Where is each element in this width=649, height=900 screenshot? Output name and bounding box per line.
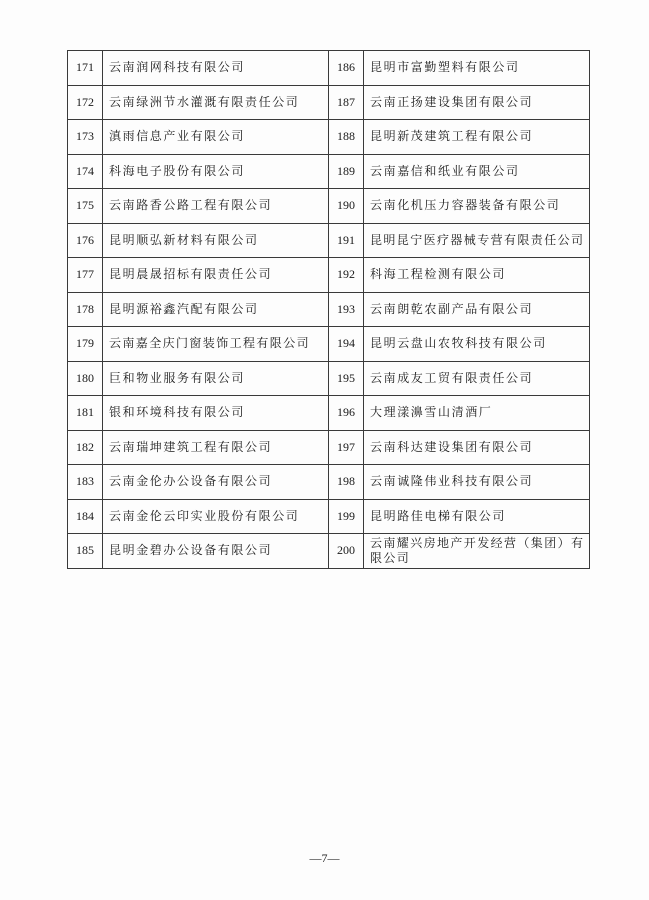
row-number: 186 [329,51,364,86]
table-row [68,120,590,155]
row-number: 181 [68,396,103,431]
company-name: 云南瑞坤建筑工程有限公司 [103,430,329,465]
table-row [68,396,590,431]
table-row [68,327,590,362]
company-list-table [67,50,590,569]
company-name: 云南路香公路工程有限公司 [103,189,329,224]
company-name: 云南金伦云印实业股份有限公司 [103,499,329,534]
row-number: 185 [68,534,103,569]
row-number: 180 [68,361,103,396]
company-name: 昆明昆宁医疗器械专营有限责任公司 [364,223,590,258]
company-name: 科海工程检测有限公司 [364,258,590,293]
row-number: 177 [68,258,103,293]
table-row [68,292,590,327]
row-number: 176 [68,223,103,258]
row-number: 173 [68,120,103,155]
company-name: 云南科达建设集团有限公司 [364,430,590,465]
row-number: 183 [68,465,103,500]
row-number: 190 [329,189,364,224]
company-name: 云南绿洲节水灌溉有限责任公司 [103,85,329,120]
table-row [68,499,590,534]
row-number: 178 [68,292,103,327]
company-name: 昆明云盘山农牧科技有限公司 [364,327,590,362]
row-number: 192 [329,258,364,293]
row-number: 200 [329,534,364,569]
company-name: 云南金伦办公设备有限公司 [103,465,329,500]
table-row [68,51,590,86]
company-name: 云南成友工贸有限责任公司 [364,361,590,396]
table-row [68,534,590,569]
company-name: 云南润网科技有限公司 [103,51,329,86]
row-number: 194 [329,327,364,362]
table-row [68,361,590,396]
row-number: 174 [68,154,103,189]
company-name: 银和环境科技有限公司 [103,396,329,431]
row-number: 188 [329,120,364,155]
company-name: 科海电子股份有限公司 [103,154,329,189]
row-number: 182 [68,430,103,465]
table-row [68,465,590,500]
row-number: 196 [329,396,364,431]
company-name: 云南诚隆伟业科技有限公司 [364,465,590,500]
company-name: 昆明市富勤塑料有限公司 [364,51,590,86]
row-number: 189 [329,154,364,189]
company-name: 巨和物业服务有限公司 [103,361,329,396]
table-row [68,85,590,120]
row-number: 191 [329,223,364,258]
company-name: 昆明金碧办公设备有限公司 [103,534,329,569]
company-name: 云南正扬建设集团有限公司 [364,85,590,120]
page-number: —7— [309,851,340,865]
row-number: 184 [68,499,103,534]
company-name: 云南耀兴房地产开发经营（集团）有限公司 [364,534,590,569]
row-number: 187 [329,85,364,120]
company-name: 昆明路佳电梯有限公司 [364,499,590,534]
row-number: 197 [329,430,364,465]
company-name: 昆明顺弘新材料有限公司 [103,223,329,258]
company-name: 云南嘉全庆门窗装饰工程有限公司 [103,327,329,362]
row-number: 171 [68,51,103,86]
row-number: 172 [68,85,103,120]
table-row [68,154,590,189]
row-number: 179 [68,327,103,362]
row-number: 193 [329,292,364,327]
company-name: 昆明晨晟招标有限责任公司 [103,258,329,293]
row-number: 195 [329,361,364,396]
company-name: 云南嘉信和纸业有限公司 [364,154,590,189]
row-number: 198 [329,465,364,500]
company-name: 大理漾濞雪山清酒厂 [364,396,590,431]
company-name: 滇雨信息产业有限公司 [103,120,329,155]
table-row [68,189,590,224]
company-name: 云南化机压力容器装备有限公司 [364,189,590,224]
row-number: 175 [68,189,103,224]
table-row [68,223,590,258]
company-name: 云南朗乾农副产品有限公司 [364,292,590,327]
company-name: 昆明源裕鑫汽配有限公司 [103,292,329,327]
row-number: 199 [329,499,364,534]
table-row [68,430,590,465]
table-row [68,258,590,293]
table-body [68,51,590,569]
company-name: 昆明新茂建筑工程有限公司 [364,120,590,155]
